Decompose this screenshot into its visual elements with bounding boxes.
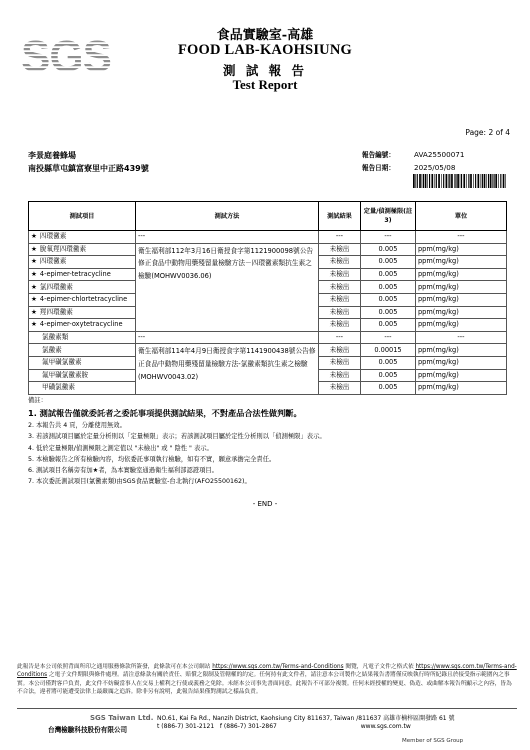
terms-link[interactable]: https://www.sgs.com.tw/Terms-and-Conditions — [212, 664, 344, 670]
accredited-star-icon: ★ — [31, 307, 37, 316]
notes — [28, 395, 508, 487]
cell-test-item — [29, 293, 136, 306]
test-item-name: 甲磺氯黴素 — [42, 383, 75, 392]
cell-test-result: 未檢出 — [319, 243, 361, 256]
barcode-bar — [495, 174, 497, 188]
cell-test-method: 衛生福利部114年4月9日衛授食字第1141900438號公告修正食品中動物用藥殘留量檢驗方法-氯黴素類抗生素之檢驗(MOHWV0043.02) — [136, 344, 319, 394]
barcode-bar — [434, 174, 435, 188]
barcode — [413, 174, 507, 188]
barcode-bar — [490, 174, 492, 188]
page-number: Page: 2 of 4 — [465, 128, 510, 137]
header-test-item: 測試項目 — [29, 202, 136, 231]
cell-test-item — [29, 369, 136, 382]
header-test-result: 測試結果 — [319, 202, 361, 231]
cell-test-item — [29, 382, 136, 395]
barcode-bar — [422, 174, 423, 188]
cell-limit: 0.005 — [361, 319, 416, 332]
barcode-bar — [481, 174, 482, 188]
accredited-star-icon: ★ — [31, 320, 37, 329]
cell-test-result: --- — [319, 231, 361, 244]
footer-disclaimer — [17, 663, 517, 696]
barcode-bar — [413, 174, 415, 188]
cell-unit: ppm(mg/kg) — [416, 268, 507, 281]
table-row — [29, 231, 507, 244]
note-item: 5. 本檢驗報告之所有檢驗內容，均依委託事項執行檢驗，如有不實，願意承擔完全責任。 — [28, 455, 276, 463]
barcode-bar — [457, 174, 459, 188]
member-of-sgs: Member of SGS Group — [402, 738, 464, 744]
company-address: NO.61, Kai Fa Rd., Nanzih District, Kaohsiung City 811637, Taiwan /811637 高雄市楠梓區開發路 61 號 — [157, 715, 455, 722]
cell-test-result: 未檢出 — [319, 319, 361, 332]
cell-limit: 0.005 — [361, 382, 416, 395]
accredited-star-icon: ★ — [31, 257, 37, 266]
barcode-bar — [468, 174, 469, 188]
table-header-row — [29, 202, 507, 231]
barcode-bar — [486, 174, 487, 188]
barcode-bar — [463, 174, 465, 188]
company-name-zh: 台灣檢驗科技股份有限公司 — [48, 726, 128, 734]
barcode-bar — [429, 174, 430, 188]
table-row — [29, 243, 507, 256]
barcode-bar — [454, 174, 455, 188]
note-item: 2. 本報告共 4 頁，分離使用無效。 — [28, 422, 126, 430]
cell-limit: 0.005 — [361, 356, 416, 369]
barcode-bar — [494, 174, 495, 188]
cell-test-item — [29, 243, 136, 256]
cell-test-item — [29, 331, 136, 344]
company-fax: f (886-7) 301-2867 — [219, 723, 277, 730]
cell-limit: --- — [361, 331, 416, 344]
cell-test-method: 衛生福利部112年3月16日衛授食字第1121900098號公告修正食品中動物用藥殘留量檢驗方法－四環黴素類抗生素之檢驗(MOHWV0036.06) — [136, 243, 319, 331]
header-test-method: 測試方法 — [136, 202, 319, 231]
accredited-star-icon: ★ — [31, 295, 37, 304]
cell-limit: 0.005 — [361, 293, 416, 306]
cell-unit: ppm(mg/kg) — [416, 243, 507, 256]
cell-unit: ppm(mg/kg) — [416, 382, 507, 395]
end-marker: - END - — [252, 500, 278, 508]
cell-test-item — [29, 256, 136, 269]
report-no-label: 報告編號： — [362, 151, 395, 159]
barcode-bar — [436, 174, 437, 188]
cell-test-result: 未檢出 — [319, 306, 361, 319]
company-url[interactable]: www.sgs.com.tw — [360, 723, 411, 730]
table-row — [29, 344, 507, 357]
lab-name-en: FOOD LAB-KAOHSIUNG — [178, 42, 352, 58]
report-title-en: Test Report — [232, 77, 298, 92]
report-date-value: 2025/05/08 — [414, 162, 456, 172]
cell-limit: 0.005 — [361, 306, 416, 319]
accredited-star-icon: ★ — [31, 282, 37, 291]
barcode-bar — [505, 174, 506, 188]
barcode-bar — [425, 174, 427, 188]
note-item: 6. 測試項目名稱旁有加★者，為本實驗室通過衛生福利部認證項目。 — [28, 467, 218, 475]
footer-divider — [17, 708, 517, 709]
barcode-bar — [448, 174, 449, 188]
report-title-zh: 測 試 報 告 — [222, 63, 308, 78]
test-item-name: 氯黴素 — [42, 345, 62, 354]
barcode-bar — [431, 174, 433, 188]
barcode-bar — [451, 174, 453, 188]
barcode-bar — [500, 174, 501, 188]
cell-test-method: --- — [136, 231, 319, 244]
client-info — [28, 149, 149, 175]
barcode-bar — [503, 174, 505, 188]
report-date-label: 報告日期： — [362, 163, 395, 172]
test-item-name: 羥四環黴素 — [39, 307, 73, 316]
test-item-name: 四環黴素 — [39, 232, 67, 241]
test-item-name: 4-epimer-tetracycline — [39, 270, 111, 279]
cell-limit: 0.005 — [361, 268, 416, 281]
test-item-name: 四環黴素 — [39, 257, 67, 266]
disclaimer-text: 閱覽，凡電子文件之格式依 — [343, 664, 416, 670]
cell-test-result: 未檢出 — [319, 356, 361, 369]
cell-test-item — [29, 356, 136, 369]
cell-test-item — [29, 268, 136, 281]
terms-link[interactable]: https://www.sgs.com.tw/Terms-and-Conditions — [17, 664, 517, 679]
disclaimer-text: 之電子文件期限與條件處理。請注意條款有關於責任、賠償之限制及管轄權的約定。任何持有此文件者，請注意本公司製作之結果報告書將僅反映執行時所紀錄且於接受指示範圍內之事實。本公司僅對客戶負責，此文件不妨礙當事人在交易上權利之行使或義務之免除。未經本公司事先書面同意，此報告不可部分複製。任何未經授權的變更、偽造、或曲解本報告所顯示之內容，皆為不合法，違者將可能遭受法律上最嚴厲之追訴。除非另有說明，此報告結果僅對測試之樣品負責。 — [17, 672, 512, 695]
test-item-name: 氟甲磺氯黴素 — [42, 358, 82, 367]
barcode-bar — [443, 174, 444, 188]
cell-test-item — [29, 281, 136, 294]
barcode-bar — [466, 174, 467, 188]
disclaimer-text: 此報告是本公司依照背面所印之通用服務條款所簽發，此條款可在本公司網站 — [17, 664, 213, 670]
note-item: 4. 低於定量極限/偵測極限之測定值以 "未檢出" 或 " 陰性 " 表示。 — [28, 444, 213, 452]
cell-limit: 0.005 — [361, 369, 416, 382]
note-item: 1. 測試報告僅就委託者之委託事項提供測試結果，不對產品合法性做判斷。 — [28, 408, 302, 419]
company-name-en: SGS Taiwan Ltd. — [90, 714, 154, 722]
cell-unit: --- — [416, 231, 507, 244]
results-table — [28, 201, 507, 395]
cell-test-item — [29, 319, 136, 332]
barcode-bar — [417, 174, 418, 188]
barcode-bar — [460, 174, 461, 188]
cell-limit: 0.005 — [361, 281, 416, 294]
barcode-bar — [473, 174, 474, 188]
test-item-name: 氯四環黴素 — [39, 282, 73, 291]
barcode-bar — [488, 174, 489, 188]
company-contact — [157, 723, 411, 730]
company-phone: t (886-7) 301-2121 — [157, 723, 215, 730]
cell-unit: --- — [416, 331, 507, 344]
test-item-name: 氯黴素類 — [42, 333, 69, 342]
barcode-bar — [470, 174, 472, 188]
test-item-name: 氟甲磺氯黴素胺 — [42, 370, 89, 379]
barcode-bar — [441, 174, 442, 188]
cell-limit: --- — [361, 231, 416, 244]
barcode-bar — [423, 174, 424, 188]
cell-test-result: --- — [319, 331, 361, 344]
cell-limit: 0.005 — [361, 256, 416, 269]
barcode-bar — [475, 174, 476, 188]
accredited-star-icon: ★ — [31, 244, 37, 253]
table-row — [29, 331, 507, 344]
barcode-bar — [492, 174, 493, 188]
cell-test-item — [29, 306, 136, 319]
cell-test-result: 未檢出 — [319, 268, 361, 281]
barcode-bar — [415, 174, 416, 188]
cell-test-result: 未檢出 — [319, 256, 361, 269]
cell-unit: ppm(mg/kg) — [416, 256, 507, 269]
cell-limit: 0.00015 — [361, 344, 416, 357]
accredited-star-icon: ★ — [31, 232, 37, 241]
report-no-value: AVA25500071 — [414, 150, 465, 159]
cell-test-result: 未檢出 — [319, 293, 361, 306]
cell-unit: ppm(mg/kg) — [416, 306, 507, 319]
cell-unit: ppm(mg/kg) — [416, 344, 507, 357]
note-item: 3. 若該測試項目屬於定量分析則以「定量極限」表示；若該測試項目屬於定性分析則以「偵測極限」表示。 — [28, 433, 326, 441]
cell-unit: ppm(mg/kg) — [416, 281, 507, 294]
barcode-bar — [461, 174, 462, 188]
test-item-name: 4-epimer-oxytetracycline — [39, 320, 123, 329]
barcode-bar — [455, 174, 456, 188]
barcode-bar — [446, 174, 448, 188]
cell-unit: ppm(mg/kg) — [416, 369, 507, 382]
note-item: 7. 本次委託測試項目(氯黴素類)由SGS食品實驗室-台北執行(AFO25500162)。 — [28, 478, 251, 486]
cell-test-item — [29, 344, 136, 357]
barcode-bar — [438, 174, 440, 188]
test-item-name: 4-epimer-chlortetracycline — [39, 295, 128, 304]
header-unit: 單位 — [416, 202, 507, 231]
report-info — [362, 149, 465, 174]
barcode-bar — [419, 174, 421, 188]
cell-test-item — [29, 231, 136, 244]
barcode-bar — [427, 174, 428, 188]
barcode-bar — [484, 174, 486, 188]
barcode-bar — [449, 174, 450, 188]
cell-test-result: 未檢出 — [319, 369, 361, 382]
client-address: 南投縣草屯鎮富寮里中正路439號 — [28, 164, 149, 173]
cell-test-result: 未檢出 — [319, 382, 361, 395]
cell-test-result: 未檢出 — [319, 281, 361, 294]
cell-unit: ppm(mg/kg) — [416, 319, 507, 332]
svg-text:SGS: SGS — [21, 32, 111, 81]
cell-unit: ppm(mg/kg) — [416, 356, 507, 369]
cell-test-result: 未檢出 — [319, 344, 361, 357]
lab-name-zh: 食品實驗室-高雄 — [216, 28, 314, 43]
header-limit: 定量/偵測極限(註3) — [361, 202, 416, 231]
test-item-name: 脫氧羥四環黴素 — [39, 244, 87, 253]
cell-limit: 0.005 — [361, 243, 416, 256]
client-name: 李景庭養蜂場 — [28, 151, 76, 160]
cell-unit: ppm(mg/kg) — [416, 293, 507, 306]
barcode-bar — [478, 174, 480, 188]
barcode-bar — [482, 174, 483, 188]
accredited-star-icon: ★ — [31, 270, 37, 279]
notes-title: 備註： — [28, 397, 47, 404]
barcode-bar — [498, 174, 499, 188]
cell-test-method: --- — [136, 331, 319, 344]
